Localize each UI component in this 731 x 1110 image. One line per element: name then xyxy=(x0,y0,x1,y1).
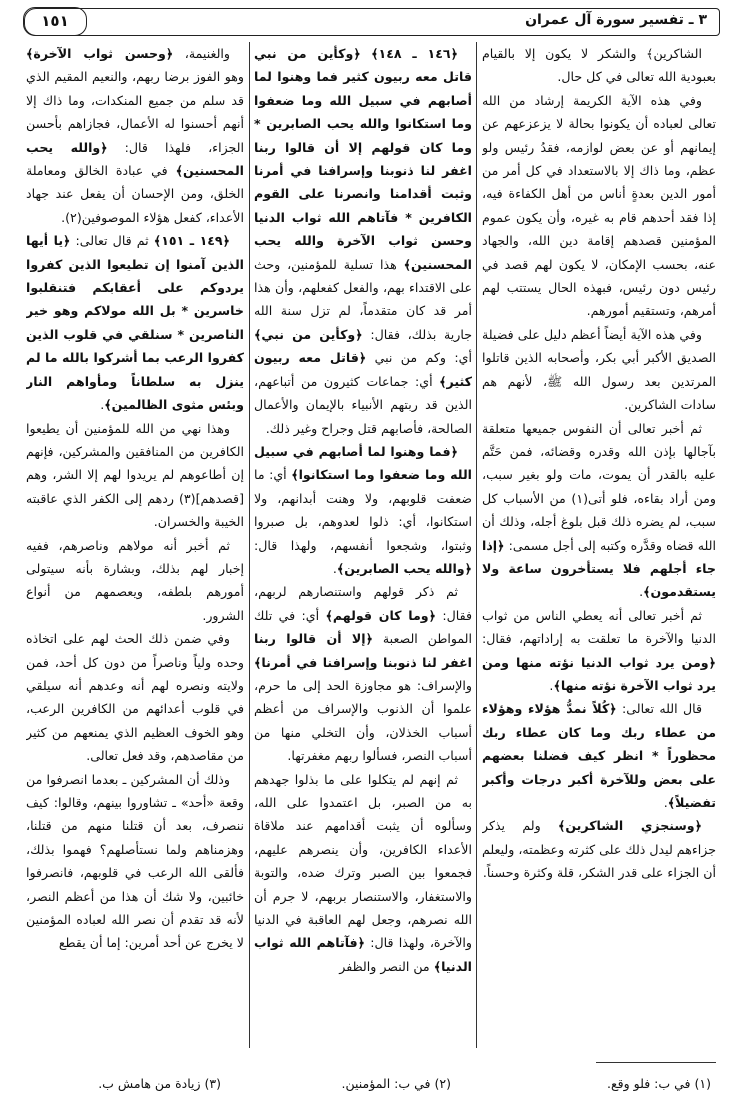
paragraph: ثم ذكر قولهم واستنصارهم لربهم، فقال: ﴿وما كان قولهم﴾ أي: في تلك المواطن الصعبة ﴿إلا أن قالوا ربنا اغفر لنا ذنوبنا وإسرافنا في أمرنا﴾ والإسراف: هو مجاوزة الحد إلى ما حرم، علموا أن الذنوب والإسراف من أعظم أسباب الخذلان، وأن التخلي منها من أسباب النصر، فسألوا ربهم مغفرتها. xyxy=(254,584,472,764)
text-column-middle xyxy=(254,42,472,1048)
paragraph: الشاكرين﴾ والشكر لا يكون إلا بالقيام بعبودية الله تعالى في كل حال. xyxy=(482,46,716,85)
text-column-left xyxy=(26,42,244,1048)
paragraph: ﴿١٤٦ ـ ١٤٨﴾ ﴿وكأين من نبي قاتل معه ربيون كثير فما وهنوا لما أصابهم في سبيل الله وما ضعفوا وما استكانوا والله يحب الصابرين * وما كان قولهم إلا أن قالوا ربنا اغفر لنا ذنوبنا وإسرافنا في أمرنا وثبت أقدامنا وانصرنا على القوم الكافرين * فآتاهم الله ثواب الدنيا وحسن ثواب الآخرة والله يحب المحسنين﴾ هذا تسلية للمؤمنين، وحث على الاقتداء بهم، والفعل كفعلهم، وأن هذا أمر قد كان متقدماً، لم تزل سنة الله جارية بذلك، فقال: ﴿وكأين من نبي﴾ أي: وكم من نبي ﴿قاتل معه ربيون كثير﴾ أي: جماعات كثيرون من أتباعهم، الذين قد ربتهم الأنبياء بالإيمان والأعمال الصالحة، فأصابهم قتل وجراح وغير ذلك. xyxy=(254,46,472,436)
running-header xyxy=(24,8,720,36)
quran-verse: ﴿وكأين من نبي﴾ xyxy=(254,326,363,342)
paragraph: ﴿١٤٩ ـ ١٥١﴾ ثم قال تعالى: ﴿يا أيها الذين آمنوا إن تطيعوا الذين كفروا يردوكم على أعقابكم فتنقلبوا خاسرين * بل الله مولاكم وهو خير الناصرين * سنلقي في قلوب الذين كفروا الرعب بما أشركوا بالله ما لم ينزل به سلطاناً ومأواهم النار وبئس مثوى الظالمين﴾. xyxy=(26,233,244,413)
paragraph: وفي هذه الآية أيضاً أعظم دليل على فضيلة الصديق الأكبر أبي بكر، وأصحابه الذين قاتلوا المرتدين بعد رسول الله ﷺ، لأنهم هم سادات الشاكرين. xyxy=(482,326,716,413)
quran-verse: ﴿كُلاً نمدُّ هؤلاء وهؤلاء من عطاء ربك وما كان عطاء ربك محظوراً * انظر كيف فضلنا بعضهم على بعض وللآخرة أكبر درجات وأكبر تفضيلاً﴾ xyxy=(482,701,716,810)
footnote-1: (١) في ب: فلو وقع. xyxy=(607,1076,711,1091)
chapter-title: ٣ ـ تفسير سورة آل عمران xyxy=(525,12,707,28)
paragraph: ﴿وسنجزي الشاكرين﴾ ولم يذكر جزاءهم ليدل ذلك على كثرته وعظمته، وليعلم أن الجزاء على قدر الشكر، قلة وكثرة وحسناً. xyxy=(482,818,716,881)
page-number: ١٥١ xyxy=(23,7,87,36)
quran-verse: ﴿ومن يرد ثواب الدنيا نؤته منها ومن يرد ثواب الآخرة نؤته منها﴾ xyxy=(482,654,716,693)
paragraph: وهذا نهي من الله للمؤمنين أن يطيعوا الكافرين من المنافقين والمشركين، فإنهم إن أطاعوهم لم يريدوا لهم إلا الشر، وهم [قصدهم](٣) ردهم إلى الكفر الذي عاقبته الخيبة والخسران. xyxy=(26,420,244,530)
paragraph: وفي هذه الآية الكريمة إرشاد من الله تعالى لعباده أن يكونوا بحالة لا يزعزعهم عن إيمانهم أو عن بعض لوازمه، فقدُ رئيس ولو عظم، وما ذاك إلا بالاستعداد في كل أمر من أمور الدين بعدةٍ أناس من أهل الكفاءة فيه، إذا فقد أحدهم قام به غيره، وأن يكون عموم المؤمنين قصدهم إقامة دين الله، والجهاد عنه، بحسب الإمكان، لا يكون لهم قصد في رئيس دون رئيس، فبهذه الحال يستتب لهم أمرهم، وتستقيم أمورهم. xyxy=(482,92,716,319)
quran-verse: ﴿والله يحب الصابرين﴾ xyxy=(336,560,472,576)
column-divider xyxy=(249,42,250,1048)
quran-verse: ﴿وكأين من نبي قاتل معه ربيون كثير فما وهنوا لما أصابهم في سبيل الله وما ضعفوا وما استكانوا والله يحب الصابرين * وما كان قولهم إلا أن قالوا ربنا اغفر لنا ذنوبنا وإسرافنا في أمرنا وثبت أقدامنا وانصرنا على القوم الكافرين * فآتاهم الله ثواب الدنيا وحسن ثواب الآخرة والله يحب المحسنين﴾ xyxy=(254,46,472,272)
column-divider xyxy=(476,42,477,1048)
quran-verse: ﴿إلا أن قالوا ربنا اغفر لنا ذنوبنا وإسرافنا في أمرنا﴾ xyxy=(254,631,472,670)
paragraph: وفي ضمن ذلك الحث لهم على اتخاذه وحده ولياً وناصراً من دون كل أحد، فمن ولايته ونصره لهم أنه وعدهم أنه سيلقي في قلوب أعدائهم من الكافرين الرعب، وهو الخوف العظيم الذي يمنعهم من كثير من مقاصدهم، وقد فعل تعالى. xyxy=(26,631,244,764)
quran-verse: ﴿قاتل معه ربيون كثير﴾ xyxy=(254,350,472,389)
quran-verse: ﴿يا أيها الذين آمنوا إن تطيعوا الذين كفروا يردوكم على أعقابكم فتنقلبوا خاسرين * بل الله مولاكم وهو خير الناصرين * سنلقي في قلوب الذين كفروا الرعب بما أشركوا بالله ما لم ينزل به سلطاناً ومأواهم النار وبئس مثوى الظالمين﴾ xyxy=(26,233,244,413)
paragraph: ثم أخبر تعالى أن النفوس جميعها متعلقة بآجالها بإذن الله وقدره وقضائه، فمن حَتَّم عليه بالقدر أن يموت، مات ولو بغير سبب، ومن أراد بقاءه، فلو أتى(١) من الأسباب كل سبب، لم يضره ذلك قبل بلوغ أجله، وذلك أن الله قضاه وقدَّره وكتبه إلى أجل مسمى: ﴿إذا جاء أجلهم فلا يستأخرون ساعة ولا يستقدمون﴾. xyxy=(482,420,716,600)
quran-verse: ﴿إذا جاء أجلهم فلا يستأخرون ساعة ولا يستقدمون﴾ xyxy=(482,537,716,600)
quran-verse: ﴿فما وهنوا لما أصابهم في سبيل الله وما ضعفوا وما استكانوا﴾ xyxy=(254,443,472,483)
paragraph: وذلك أن المشركين ـ بعدما انصرفوا من وقعة «أحد» ـ تشاوروا بينهم، وقالوا: كيف ننصرف، بعد أن قتلنا منهم من قتلنا، وهزمناهم ولما نستأصلهم؟ فهموا بذلك، فألقى الله الرعب في قلوبهم، فانصرفوا خائبين، ولا شك أن هذا من أعظم النصر، لأنه قد تقدم أن نصر الله لعباده المؤمنين لا يخرج عن أحد أمرين: إما أن يقطع xyxy=(26,771,244,951)
footnote-2: (٢) في ب: المؤمنين. xyxy=(341,1076,451,1091)
text-column-right xyxy=(482,42,716,1048)
paragraph: ثم إنهم لم يتكلوا على ما بذلوا جهدهم به من الصبر، بل اعتمدوا على الله، وسألوه أن يثبت أقدامهم عند ملاقاة الأعداء الكافرين، وأن ينصرهم عليهم، فجمعوا بين الصبر وترك ضده، والتوبة والاستغفار، والاستنصار بربهم، لا جرم أن الله نصرهم، وجعل لهم العاقبة في الدنيا والآخرة، ولهذا قال: ﴿فآتاهم الله ثواب الدنيا﴾ من النصر والظفر xyxy=(254,771,472,974)
paragraph: ثم أخبر تعالى أنه يعطي الناس من ثواب الدنيا والآخرة ما تعلقت به إراداتهم، فقال: ﴿ومن يرد ثواب الدنيا نؤته منها ومن يرد ثواب الآخرة نؤته منها﴾. xyxy=(482,607,716,693)
quran-verse: ﴿وحسن ثواب الآخرة﴾ xyxy=(26,46,174,61)
quran-verse: ﴿وسنجزي الشاكرين﴾ xyxy=(557,818,702,834)
paragraph: قال الله تعالى: ﴿كُلاً نمدُّ هؤلاء وهؤلاء من عطاء ربك وما كان عطاء ربك محظوراً * انظر كيف فضلنا بعضهم على بعض وللآخرة أكبر درجات وأكبر تفضيلاً﴾. xyxy=(482,701,716,810)
quran-verse: ﴿فآتاهم الله ثواب الدنيا﴾ xyxy=(254,935,472,974)
footnote-separator xyxy=(596,1062,716,1063)
quran-verse: ﴿وما كان قولهم﴾ xyxy=(325,607,436,623)
paragraph: ثم أخبر أنه مولاهم وناصرهم، ففيه إخبار لهم بذلك، وبشارة بأنه سيتولى أمورهم بلطفه، ويعصمهم من أنواع الشرور. xyxy=(26,537,244,623)
paragraph: ﴿فما وهنوا لما أصابهم في سبيل الله وما ضعفوا وما استكانوا﴾ أي: ما ضعفت قلوبهم، ولا وهنت أبدانهم، ولا استكانوا، أي: ذلوا لعدوهم، بل صبروا وثبتوا، وشجعوا أنفسهم، ولهذا قال: ﴿والله يحب الصابرين﴾. xyxy=(254,443,472,576)
quran-verse: ﴿والله يحب المحسنين﴾ xyxy=(26,139,244,179)
paragraph: والغنيمة، ﴿وحسن ثواب الآخرة﴾ وهو الفوز برضا ربهم، والنعيم المقيم الذي قد سلم من جميع المنكدات، وما ذاك إلا أنهم أحسنوا له الأعمال، فجازاهم بأحسن الجزاء، فلهذا قال: ﴿والله يحب المحسنين﴾ في عبادة الخالق ومعاملة الخلق، ومن الإحسان أن يفعل عند جهاد الأعداء، كفعل هؤلاء الموصوفين(٢). xyxy=(26,46,244,225)
quran-verse: ﴿١٤٦ ـ ١٤٨﴾ xyxy=(371,46,458,61)
quran-verse: ﴿١٤٩ ـ ١٥١﴾ xyxy=(153,233,231,249)
footnote-3: (٣) زيادة من هامش ب. xyxy=(98,1076,221,1091)
